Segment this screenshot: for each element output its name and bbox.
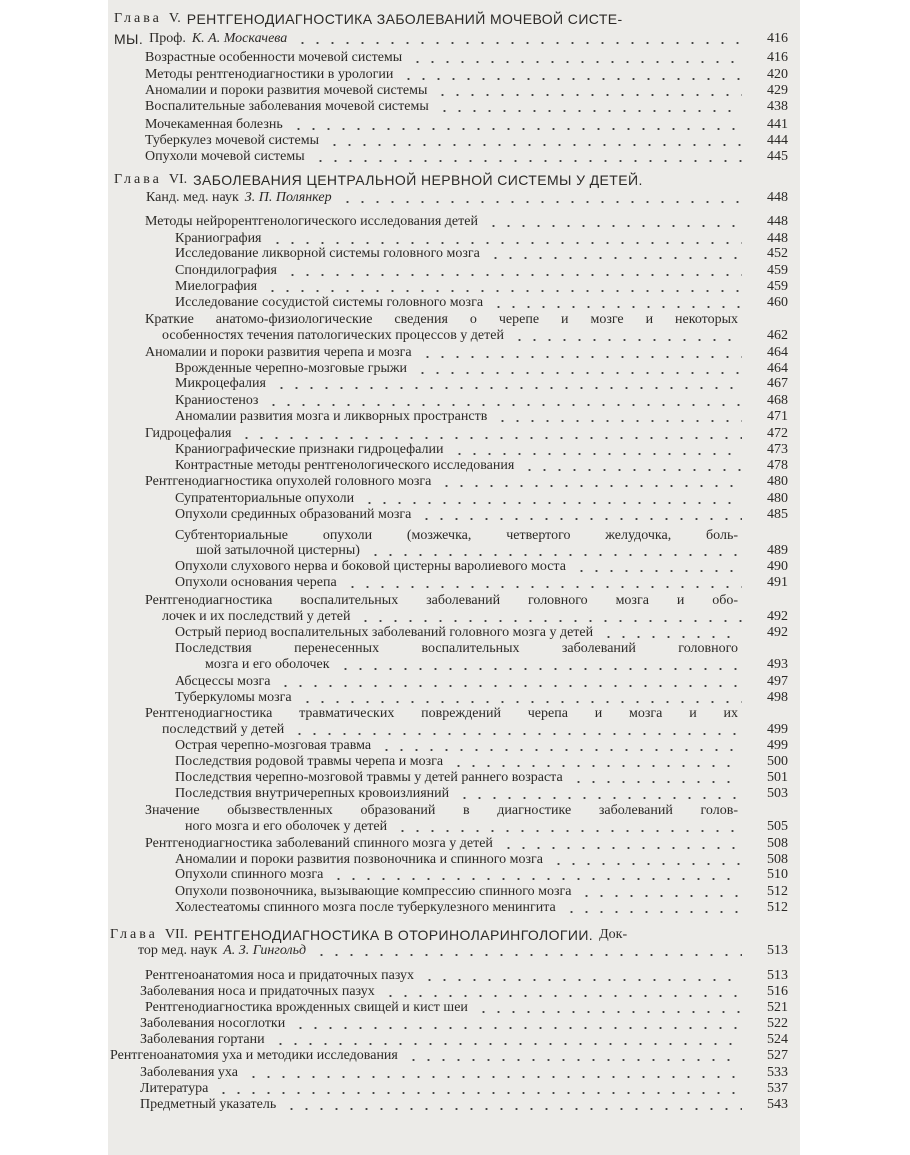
toc-entry xyxy=(0,149,910,165)
entry-title: Опухоли позвоночника, вызывающие компрессию спинного мозга xyxy=(175,884,572,899)
page-number: 416 xyxy=(767,31,788,46)
toc-entry xyxy=(0,491,910,507)
toc-entry xyxy=(0,803,910,819)
entry-title: Туберкуломы мозга xyxy=(175,690,292,705)
entry-title: Последствия родовой травмы черепа и мозга xyxy=(175,754,444,769)
dot-leader xyxy=(452,453,742,455)
chapter-title-cont: МЫ. xyxy=(114,31,144,47)
chapter-author-line xyxy=(0,31,910,47)
toc-entry xyxy=(0,376,910,392)
entry-title-cont: особенностях течения патологических процессов у детей xyxy=(162,328,504,343)
page-number: 537 xyxy=(767,1081,788,1096)
entry-title-cont: ного мозга и его оболочек у детей xyxy=(185,819,388,834)
toc-entry xyxy=(0,625,910,641)
chapter-title: РЕНТГЕНОДИАГНОСТИКА В ОТОРИНОЛАРИНГОЛОГИИ. xyxy=(193,927,594,943)
entry-title: Аномалии и пороки развития черепа и мозга xyxy=(145,345,412,360)
chapter-heading xyxy=(0,11,910,27)
dot-leader xyxy=(574,570,742,572)
toc-entry xyxy=(0,900,910,916)
dot-leader xyxy=(340,201,742,203)
page-number: 459 xyxy=(767,263,788,278)
chapter-author-line xyxy=(0,943,910,959)
toc-entry xyxy=(0,117,910,133)
dot-leader xyxy=(601,636,742,638)
dot-leader xyxy=(295,42,742,44)
chapter-title-tail: Док- xyxy=(599,927,628,942)
entry-title: Краниография xyxy=(175,231,262,246)
dot-leader xyxy=(278,685,742,687)
dot-leader xyxy=(420,356,742,358)
dot-leader xyxy=(292,733,742,735)
toc-entry xyxy=(0,67,910,83)
toc-entry-continuation xyxy=(0,543,910,559)
entry-title: Контрастные методы рентгенологического исследования xyxy=(175,458,515,473)
chapter-title: ЗАБОЛЕВАНИЯ ЦЕНТРАЛЬНОЙ НЕРВНОЙ СИСТЕМЫ У ДЕТЕЙ. xyxy=(193,172,643,188)
page-number: 493 xyxy=(767,657,788,672)
page-number: 501 xyxy=(767,770,788,785)
dot-leader xyxy=(338,668,742,670)
entry-title: Заболевания уха xyxy=(140,1065,238,1080)
toc-entry xyxy=(0,246,910,262)
page-number: 448 xyxy=(767,190,788,205)
chapter-label: Глава xyxy=(114,172,162,187)
page-number: 497 xyxy=(767,674,788,689)
toc-entry xyxy=(0,770,910,786)
toc-entry xyxy=(0,1048,910,1064)
entry-title: Микроцефалия xyxy=(175,376,266,391)
dot-leader xyxy=(501,847,742,849)
page-number: 429 xyxy=(767,83,788,98)
toc-entry xyxy=(0,214,910,230)
page-number: 499 xyxy=(767,738,788,753)
toc-entry xyxy=(0,1081,910,1097)
dot-leader xyxy=(395,830,742,832)
entry-title: Возрастные особенности мочевой системы xyxy=(145,50,403,65)
entry-title: Субтенториальные опухоли (мозжечка, четвертого желудочка, боль- xyxy=(175,528,738,543)
toc-entry-continuation xyxy=(0,328,910,344)
dot-leader xyxy=(362,502,742,504)
page-number: 445 xyxy=(767,149,788,164)
page-number: 478 xyxy=(767,458,788,473)
entry-title: Холестеатомы спинного мозга после туберкулезного менингита xyxy=(175,900,556,915)
page-number: 444 xyxy=(767,133,788,148)
dot-leader xyxy=(415,372,742,374)
toc-entry xyxy=(0,852,910,868)
dot-leader xyxy=(327,144,742,146)
page-number: 468 xyxy=(767,393,788,408)
page-number: 464 xyxy=(767,345,788,360)
dot-leader xyxy=(266,404,742,406)
dot-leader xyxy=(383,995,742,997)
toc-entry-continuation xyxy=(0,722,910,738)
dot-leader xyxy=(284,1108,742,1110)
page-number: 420 xyxy=(767,67,788,82)
dot-leader xyxy=(246,1076,742,1078)
page-number: 512 xyxy=(767,900,788,915)
entry-title: Исследование сосудистой системы головного мозга xyxy=(175,295,484,310)
page-number: 498 xyxy=(767,690,788,705)
toc-entry xyxy=(0,1000,910,1016)
page-number: 416 xyxy=(767,50,788,65)
toc-entry xyxy=(0,738,910,754)
toc-entry xyxy=(0,409,910,425)
entry-title: Опухоли слухового нерва и боковой цистерны варолиевого моста xyxy=(175,559,566,574)
entry-title: Рентгенодиагностика травматических повреждений черепа и мозга и их xyxy=(145,706,738,721)
toc-entry xyxy=(0,442,910,458)
toc-entry xyxy=(0,674,910,690)
entry-title: Спондилография xyxy=(175,263,277,278)
toc-entry xyxy=(0,279,910,295)
author-prefix: Проф. xyxy=(149,31,186,46)
page-number: 527 xyxy=(767,1048,788,1063)
toc-entry xyxy=(0,1016,910,1032)
toc-entry xyxy=(0,968,910,984)
dot-leader xyxy=(285,274,742,276)
dot-leader xyxy=(291,128,742,130)
dot-leader xyxy=(571,781,742,783)
dot-leader xyxy=(495,420,742,422)
entry-title: Супратенториальные опухоли xyxy=(175,491,355,506)
author-name: З. П. Полянкер xyxy=(244,190,332,205)
page-number: 522 xyxy=(767,1016,788,1031)
page-number: 490 xyxy=(767,559,788,574)
dot-leader xyxy=(457,797,742,799)
dot-leader xyxy=(270,242,743,244)
entry-title: Опухоли основания черепа xyxy=(175,575,337,590)
dot-leader xyxy=(476,1011,742,1013)
page-number: 543 xyxy=(767,1097,788,1112)
page-number: 480 xyxy=(767,491,788,506)
chapter-heading xyxy=(0,172,910,188)
entry-title: Туберкулез мочевой системы xyxy=(145,133,319,148)
chapter-author-line xyxy=(0,190,910,206)
entry-title: Аномалии и пороки развития мочевой системы xyxy=(145,83,428,98)
dot-leader xyxy=(437,110,742,112)
dot-leader xyxy=(410,61,742,63)
page-number: 464 xyxy=(767,361,788,376)
entry-title: Мочекаменная болезнь xyxy=(145,117,283,132)
entry-title: Предметный указатель xyxy=(140,1097,277,1112)
toc-entry xyxy=(0,786,910,802)
entry-title: Рентгеноанатомия уха и методики исследования xyxy=(110,1048,398,1063)
page-number: 499 xyxy=(767,722,788,737)
dot-leader xyxy=(406,1059,742,1061)
toc-entry xyxy=(0,458,910,474)
page-number: 533 xyxy=(767,1065,788,1080)
toc-entry xyxy=(0,884,910,900)
page-number: 459 xyxy=(767,279,788,294)
chapter-label: Глава xyxy=(110,927,158,942)
entry-title: Воспалительные заболевания мочевой системы xyxy=(145,99,429,114)
toc-entry xyxy=(0,690,910,706)
dot-leader xyxy=(435,94,742,96)
page-number: 460 xyxy=(767,295,788,310)
toc-entry xyxy=(0,984,910,1000)
dot-leader xyxy=(422,979,742,981)
dot-leader xyxy=(216,1092,742,1094)
dot-leader xyxy=(265,290,742,292)
page-number: 473 xyxy=(767,442,788,457)
dot-leader xyxy=(488,257,742,259)
toc-entry xyxy=(0,706,910,722)
toc-entry xyxy=(0,575,910,591)
page-number: 462 xyxy=(767,328,788,343)
toc-entry-continuation xyxy=(0,819,910,835)
entry-title: Краткие анатомо-физиологические сведения о черепе и мозге и некоторых xyxy=(145,312,738,327)
entry-title: Последствия черепно-мозговой травмы у детей раннего возраста xyxy=(175,770,563,785)
page-number: 492 xyxy=(767,625,788,640)
toc-entry xyxy=(0,295,910,311)
entry-title: Рентгеноанатомия носа и придаточных пазух xyxy=(145,968,415,983)
entry-title: Миелография xyxy=(175,279,258,294)
page-number: 438 xyxy=(767,99,788,114)
toc-entry xyxy=(0,559,910,575)
entry-title: Методы нейрорентгенологического исследования детей xyxy=(145,214,478,229)
entry-title: Рентгенодиагностика опухолей головного мозга xyxy=(145,474,432,489)
toc-entry xyxy=(0,133,910,149)
entry-title: Острый период воспалительных заболеваний головного мозга у детей xyxy=(175,625,594,640)
toc-entry xyxy=(0,507,910,523)
dot-leader xyxy=(358,620,742,622)
toc-entry xyxy=(0,393,910,409)
toc-entry xyxy=(0,474,910,490)
entry-title-cont: шой затылочной цистерны) xyxy=(196,543,360,558)
chapter-title: РЕНТГЕНОДИАГНОСТИКА ЗАБОЛЕВАНИЙ МОЧЕВОЙ СИСТЕ- xyxy=(186,11,623,27)
dot-leader xyxy=(313,160,742,162)
page-number: 513 xyxy=(767,943,788,958)
dot-leader xyxy=(419,518,742,520)
entry-title-cont: лочек и их последствий у детей xyxy=(162,609,351,624)
chapter-heading xyxy=(0,927,910,943)
toc-entry xyxy=(0,867,910,883)
dot-leader xyxy=(274,387,742,389)
author-name: А. З. Гингольд xyxy=(223,943,307,958)
dot-leader xyxy=(368,554,742,556)
dot-leader xyxy=(379,749,742,751)
entry-title: Рентгенодиагностика заболеваний спинного мозга у детей xyxy=(145,836,493,851)
entry-title: Рентгенодиагностика воспалительных заболеваний головного мозга и обо- xyxy=(145,593,738,608)
dot-leader xyxy=(512,339,742,341)
page-number: 512 xyxy=(767,884,788,899)
page-number: 448 xyxy=(767,214,788,229)
toc-entry xyxy=(0,50,910,66)
dot-leader xyxy=(401,78,742,80)
dot-leader xyxy=(314,954,742,956)
entry-title: Врожденные черепно-мозговые грыжи xyxy=(175,361,408,376)
chapter-number: VI. xyxy=(168,172,188,187)
dot-leader xyxy=(564,911,742,913)
dot-leader xyxy=(331,878,742,880)
entry-title: Заболевания носоглотки xyxy=(140,1016,286,1031)
dot-leader xyxy=(551,863,742,865)
toc-entry xyxy=(0,312,910,328)
toc-entry xyxy=(0,426,910,442)
entry-title: Последствия внутричерепных кровоизлияний xyxy=(175,786,450,801)
toc-entry xyxy=(0,361,910,377)
page-number: 467 xyxy=(767,376,788,391)
page-number: 452 xyxy=(767,246,788,261)
toc-entry xyxy=(0,528,910,544)
toc-entry xyxy=(0,1097,910,1113)
chapter-label: Глава xyxy=(114,11,162,26)
dot-leader xyxy=(491,306,742,308)
entry-title-cont: последствий у детей xyxy=(162,722,285,737)
entry-title: Опухоли мочевой системы xyxy=(145,149,305,164)
page-number: 448 xyxy=(767,231,788,246)
entry-title: Исследование ликворной системы головного мозга xyxy=(175,246,480,261)
toc-entry xyxy=(0,231,910,247)
author-name: К. А. Москачева xyxy=(191,31,288,46)
author-prefix: тор мед. наук xyxy=(138,943,218,958)
toc-entry xyxy=(0,754,910,770)
entry-title: Рентгенодиагностика врожденных свищей и кист шеи xyxy=(145,1000,468,1015)
page-number: 513 xyxy=(767,968,788,983)
page-number: 516 xyxy=(767,984,788,999)
page-number: 508 xyxy=(767,852,788,867)
toc-entry xyxy=(0,1065,910,1081)
toc-entry xyxy=(0,83,910,99)
page-number: 480 xyxy=(767,474,788,489)
entry-title: Литература xyxy=(140,1081,209,1096)
toc-entry xyxy=(0,99,910,115)
toc-entry xyxy=(0,345,910,361)
entry-title: Значение обызвествленных образований в диагностике заболеваний голов- xyxy=(145,803,738,818)
toc-entry-continuation xyxy=(0,609,910,625)
page-number: 524 xyxy=(767,1032,788,1047)
dot-leader xyxy=(345,586,742,588)
toc-entry xyxy=(0,836,910,852)
dot-leader xyxy=(293,1027,742,1029)
toc-entry xyxy=(0,641,910,657)
entry-title: Заболевания гортани xyxy=(140,1032,265,1047)
author-prefix: Канд. мед. наук xyxy=(146,190,239,205)
entry-title: Краниостеноз xyxy=(175,393,259,408)
page-number: 471 xyxy=(767,409,788,424)
dot-leader xyxy=(300,701,742,703)
entry-title-cont: мозга и его оболочек xyxy=(205,657,330,672)
entry-title: Гидроцефалия xyxy=(145,426,232,441)
chapter-number: VII. xyxy=(164,927,188,942)
page-number: 500 xyxy=(767,754,788,769)
page-number: 521 xyxy=(767,1000,788,1015)
page-number: 489 xyxy=(767,543,788,558)
entry-title: Опухоли спинного мозга xyxy=(175,867,324,882)
chapter-number: V. xyxy=(168,11,181,26)
dot-leader xyxy=(579,895,742,897)
toc-entry xyxy=(0,1032,910,1048)
toc-entry xyxy=(0,593,910,609)
entry-title: Острая черепно-мозговая травма xyxy=(175,738,372,753)
page-number: 441 xyxy=(767,117,788,132)
page-number: 510 xyxy=(767,867,788,882)
page-number: 508 xyxy=(767,836,788,851)
page-number: 492 xyxy=(767,609,788,624)
entry-title: Аномалии развития мозга и ликворных пространств xyxy=(175,409,488,424)
entry-title: Методы рентгенодиагностики в урологии xyxy=(145,67,394,82)
toc-entry-continuation xyxy=(0,657,910,673)
toc-entry xyxy=(0,263,910,279)
entry-title: Абсцессы мозга xyxy=(175,674,271,689)
entry-title: Последствия перенесенных воспалительных заболеваний головного xyxy=(175,641,738,656)
dot-leader xyxy=(451,765,742,767)
dot-leader xyxy=(239,437,742,439)
dot-leader xyxy=(486,225,742,227)
page-number: 503 xyxy=(767,786,788,801)
page-number: 505 xyxy=(767,819,788,834)
entry-title: Опухоли срединных образований мозга xyxy=(175,507,412,522)
dot-leader xyxy=(522,469,742,471)
entry-title: Аномалии и пороки развития позвоночника и спинного мозга xyxy=(175,852,543,867)
page-number: 472 xyxy=(767,426,788,441)
page-number: 491 xyxy=(767,575,788,590)
dot-leader xyxy=(273,1043,742,1045)
entry-title: Заболевания носа и придаточных пазух xyxy=(140,984,375,999)
dot-leader xyxy=(439,485,742,487)
entry-title: Краниографические признаки гидроцефалии xyxy=(175,442,444,457)
page-number: 485 xyxy=(767,507,788,522)
